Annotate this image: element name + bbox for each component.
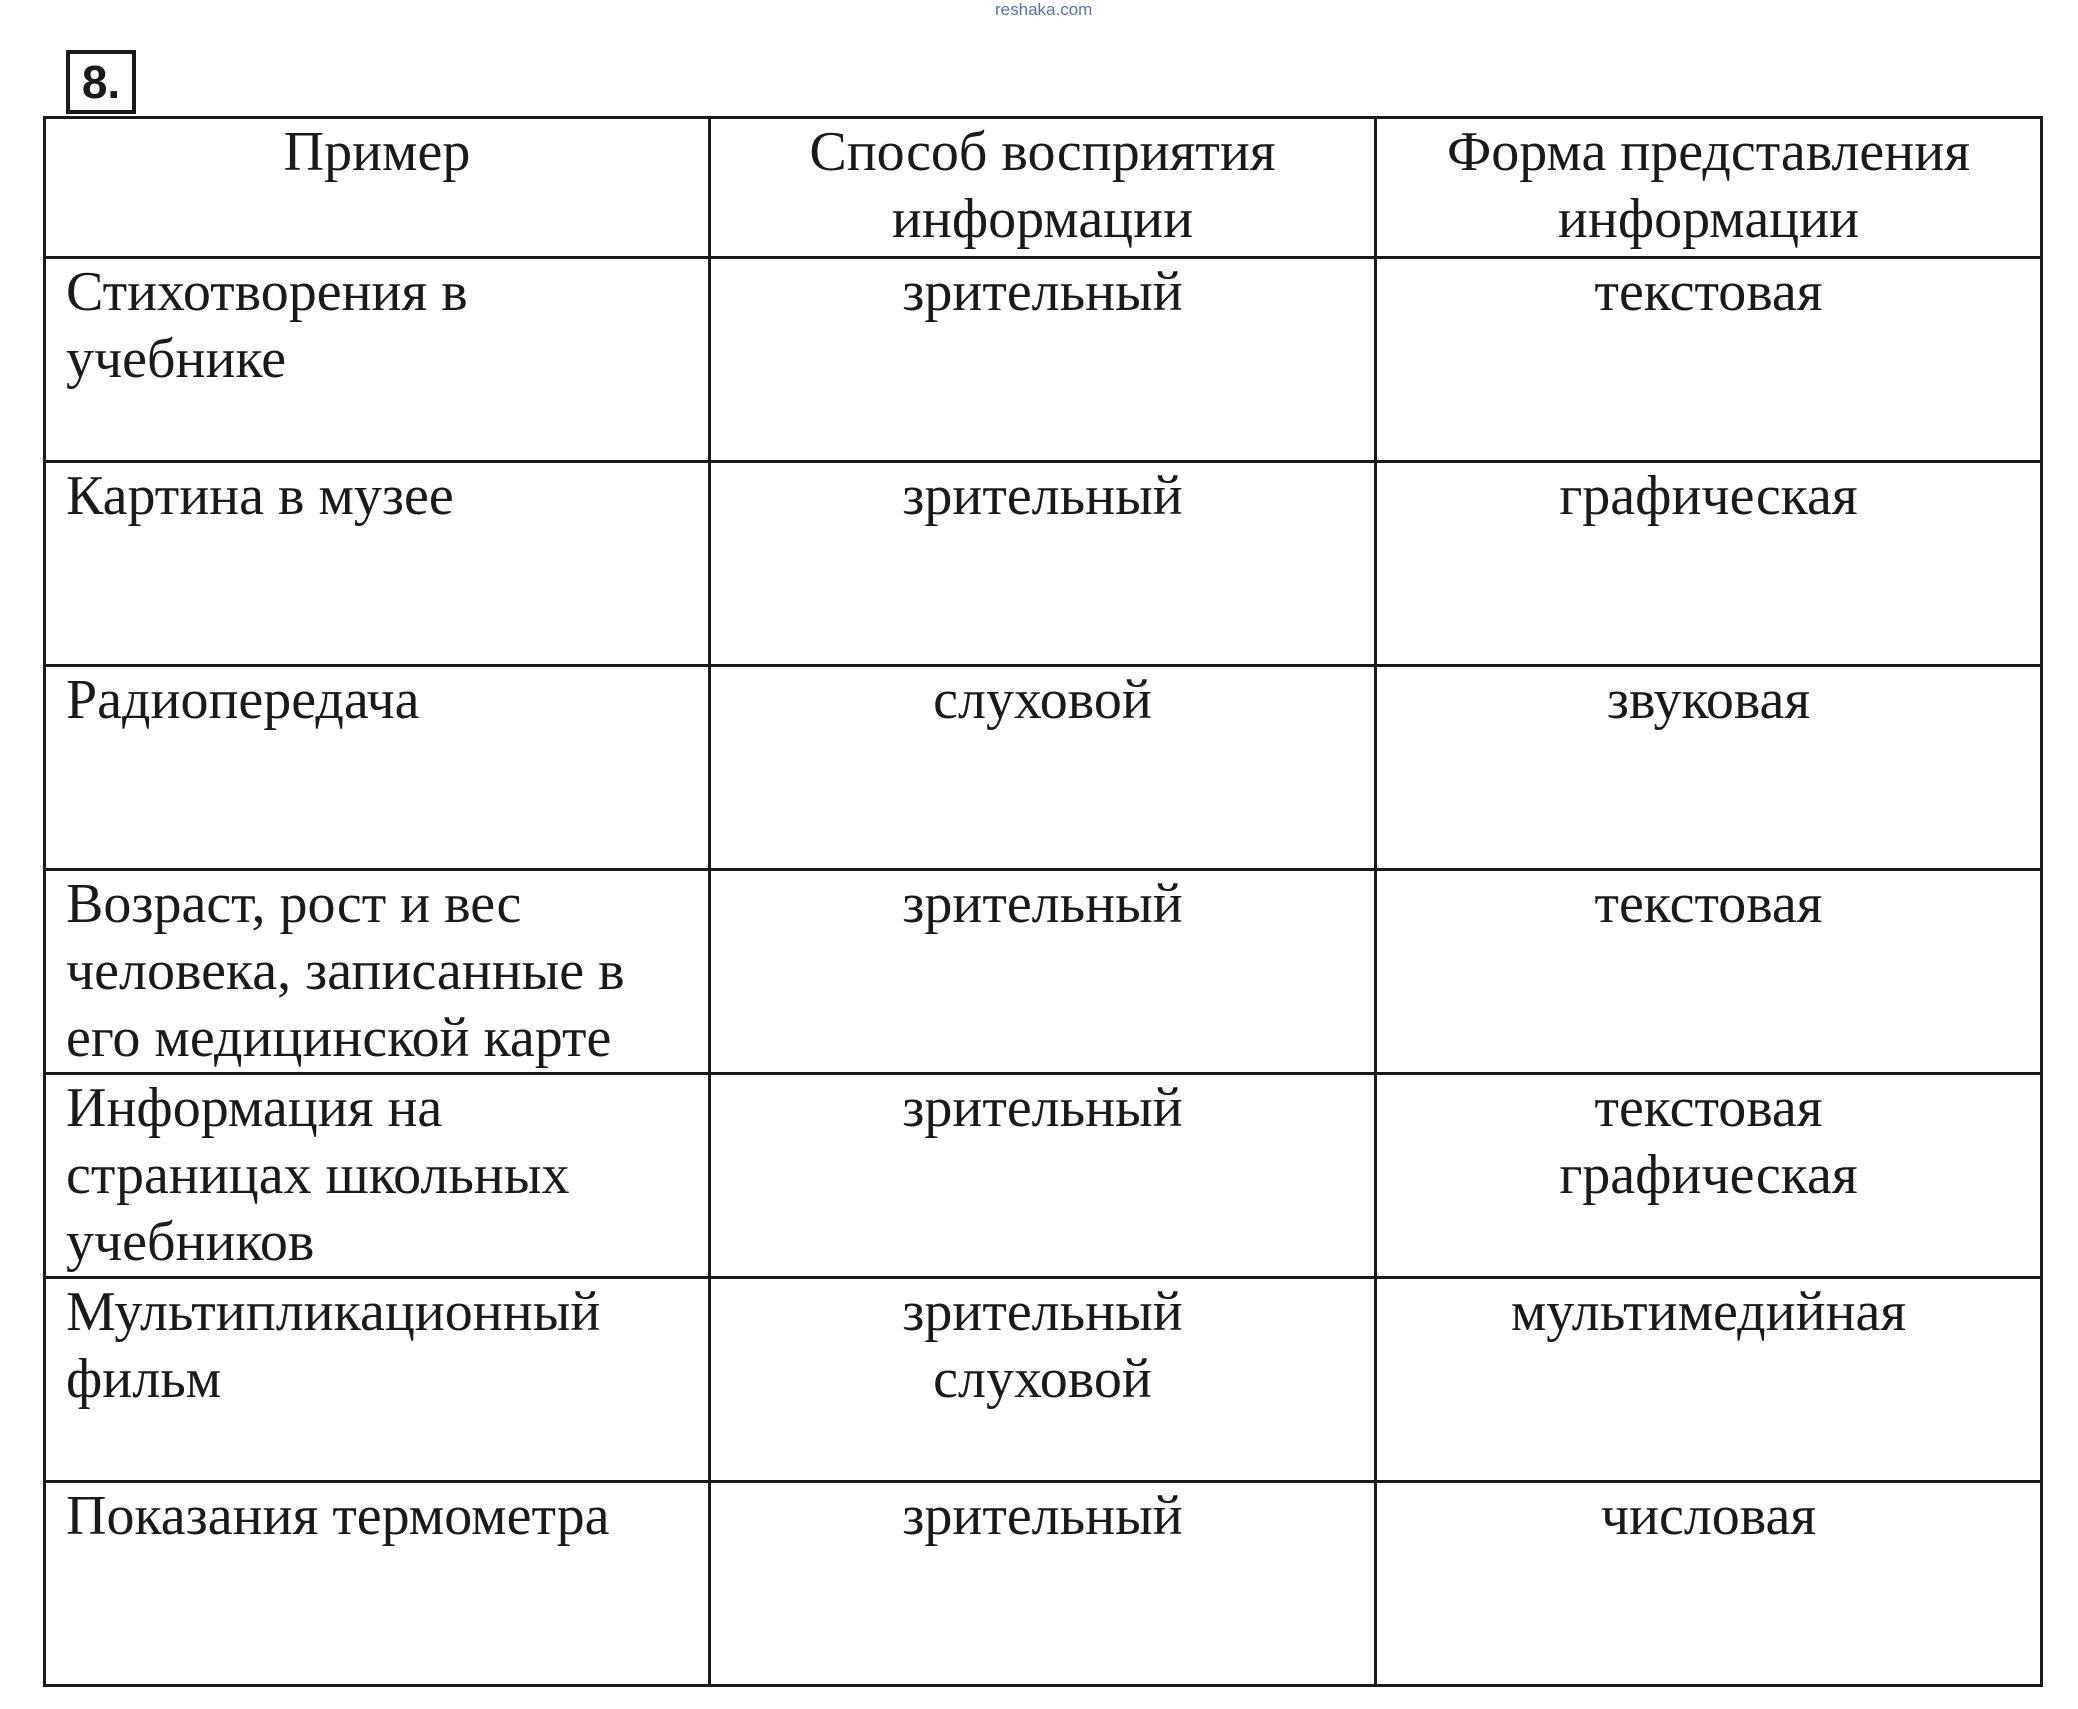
example-line: учебников	[66, 1211, 315, 1273]
form-cell	[1376, 666, 2042, 870]
example-line: Картина в музее	[66, 465, 454, 527]
method-line: зрительный	[902, 1281, 1183, 1343]
header-example	[45, 118, 710, 258]
example-line: учебнике	[66, 328, 287, 390]
example-line: страницах школьных	[66, 1144, 570, 1206]
example-cell	[45, 870, 710, 1074]
method-cell	[710, 666, 1376, 870]
example-line: его медицинской карте	[66, 1007, 612, 1069]
method-line: зрительный	[902, 873, 1183, 935]
form-line: графическая	[1559, 1144, 1858, 1206]
header-line: Способ восприятия	[809, 121, 1276, 183]
header-line: информации	[1557, 188, 1860, 250]
example-line: Показания термометра	[66, 1485, 610, 1547]
task-number: 8.	[66, 50, 136, 114]
method-line: зрительный	[902, 1485, 1183, 1547]
table-row	[45, 462, 2042, 666]
watermark: reshaka.com	[995, 0, 1093, 19]
example-cell	[45, 462, 710, 666]
form-line: текстовая	[1594, 261, 1823, 323]
table-row	[45, 1482, 2042, 1686]
form-line: текстовая	[1594, 1077, 1823, 1139]
form-line: графическая	[1559, 465, 1858, 527]
method-cell	[710, 462, 1376, 666]
header-form	[1376, 118, 2042, 258]
header-line: информации	[891, 188, 1194, 250]
method-cell	[710, 1482, 1376, 1686]
form-line: текстовая	[1594, 873, 1823, 935]
answer-table	[43, 116, 2043, 1687]
header-line: Пример	[283, 121, 471, 183]
method-cell	[710, 1278, 1376, 1482]
table-row	[45, 258, 2042, 462]
form-line: числовая	[1600, 1485, 1817, 1547]
method-line: зрительный	[902, 1077, 1183, 1139]
table-row	[45, 1278, 2042, 1482]
form-cell	[1376, 1278, 2042, 1482]
example-cell	[45, 666, 710, 870]
example-line: Мультипликационный	[66, 1281, 601, 1343]
example-line: Стихотворения в	[66, 261, 468, 323]
method-cell	[710, 258, 1376, 462]
method-cell	[710, 870, 1376, 1074]
method-line: слуховой	[933, 1348, 1152, 1410]
method-line: слуховой	[933, 669, 1152, 731]
example-cell	[45, 1278, 710, 1482]
method-line: зрительный	[902, 261, 1183, 323]
form-cell	[1376, 258, 2042, 462]
form-cell	[1376, 1482, 2042, 1686]
table-row	[45, 666, 2042, 870]
form-cell	[1376, 870, 2042, 1074]
header-line: Форма представления	[1447, 121, 1970, 183]
form-cell	[1376, 1074, 2042, 1278]
table-row	[45, 870, 2042, 1074]
table-row	[45, 1074, 2042, 1278]
header-method	[710, 118, 1376, 258]
example-line: фильм	[66, 1348, 222, 1410]
example-line: человека, записанные в	[66, 940, 625, 1002]
example-line: Радиопередача	[66, 669, 420, 731]
form-cell	[1376, 462, 2042, 666]
example-cell	[45, 258, 710, 462]
form-line: мультимедийная	[1510, 1281, 1907, 1343]
form-line: звуковая	[1606, 669, 1811, 731]
method-line: зрительный	[902, 465, 1183, 527]
example-line: Возраст, рост и вес	[66, 873, 522, 935]
header-row	[45, 118, 2042, 258]
example-cell	[45, 1482, 710, 1686]
method-cell	[710, 1074, 1376, 1278]
example-cell	[45, 1074, 710, 1278]
example-line: Информация на	[66, 1077, 443, 1139]
